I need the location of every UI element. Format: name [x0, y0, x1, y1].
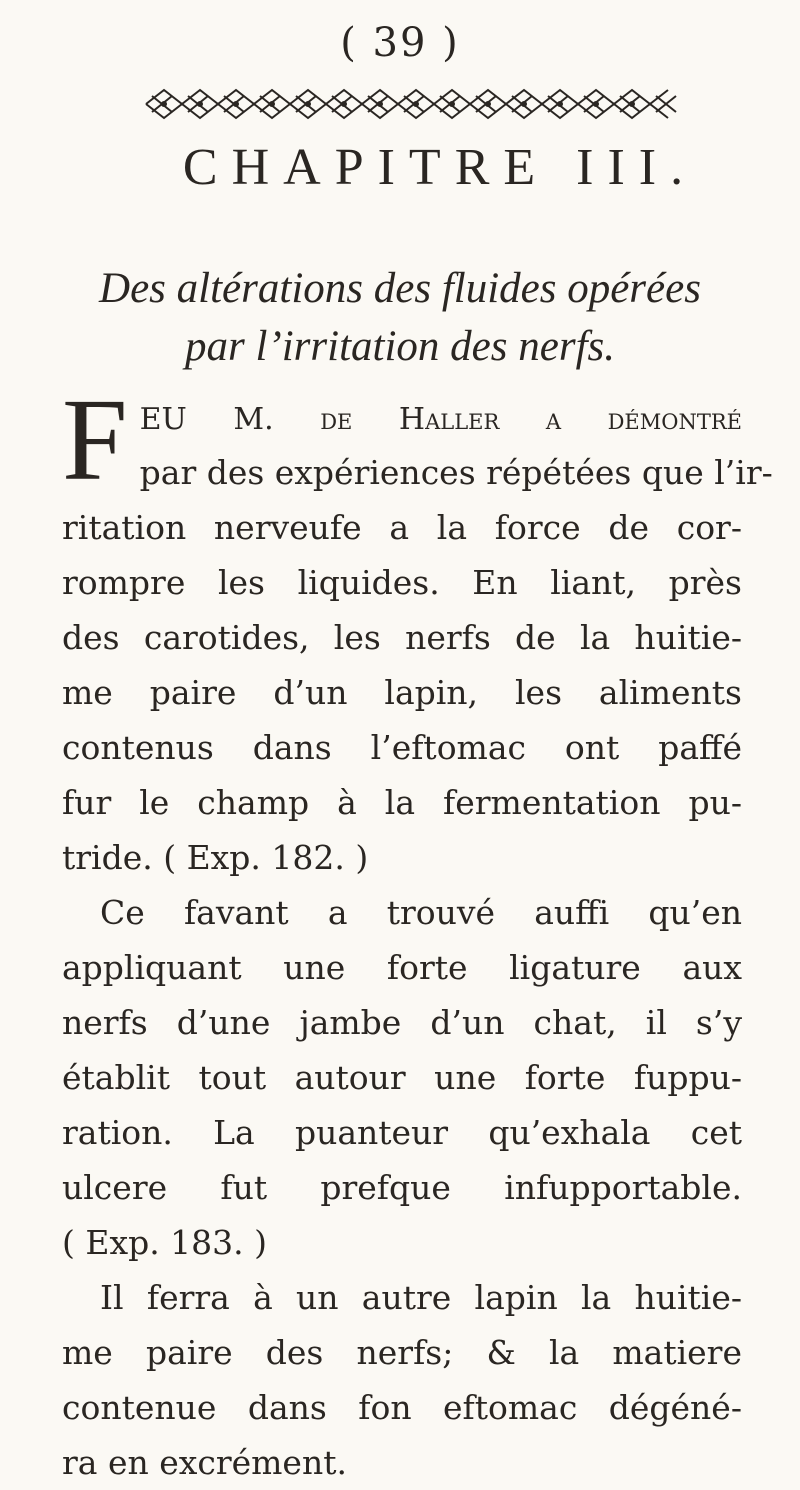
chapter-subtitle	[60, 260, 740, 376]
text-line: fur le champ à la fermentation pu-	[62, 783, 742, 822]
text-line: contenue dans fon eftomac dégéné-	[62, 1388, 742, 1427]
text-line: par des expériences répétées que l’ir-	[139, 453, 773, 492]
text-line: appliquant une forte ligature aux	[62, 948, 742, 987]
text-line: ritation nerveufe a la force de cor-	[62, 508, 742, 547]
subtitle-line: par l’irritation des nerfs.	[184, 323, 616, 370]
text-line: ration. La puanteur qu’exhala cet	[62, 1113, 742, 1152]
body-text	[62, 374, 773, 1490]
ornamental-band-icon	[142, 82, 682, 126]
text-line: Ce favant a trouvé auffi qu’en	[100, 893, 742, 932]
text-line: Il ferra à un autre lapin la huitie-	[100, 1278, 742, 1317]
text-line: rompre les liquides. En liant, près	[62, 563, 742, 602]
chapter-heading: CHAPITRE III.	[182, 139, 698, 196]
subtitle-line: Des altérations des fluides opérées	[99, 265, 701, 312]
text-line: ulcere fut prefque infupportable.	[62, 1168, 742, 1207]
text-line: ra en excrément.	[62, 1443, 347, 1482]
text-line: tride. ( Exp. 182. )	[62, 838, 369, 877]
text-line: ( Exp. 183. )	[62, 1223, 268, 1262]
text-line: établit tout autour une forte fuppu-	[62, 1058, 742, 1097]
text-line: me paire des nerfs; & la matiere	[62, 1333, 742, 1372]
drop-cap: F	[62, 374, 128, 505]
text-line: contenus dans l’eftomac ont paffé	[62, 728, 742, 767]
text-line: EU M. de Haller a démontré	[139, 402, 742, 437]
text-line: nerfs d’une jambe d’un chat, il s’y	[62, 1003, 742, 1042]
page-number: ( 39 )	[340, 20, 460, 66]
text-line: des carotides, les nerfs de la huitie-	[62, 618, 742, 657]
text-line: me paire d’un lapin, les aliments	[62, 673, 742, 712]
